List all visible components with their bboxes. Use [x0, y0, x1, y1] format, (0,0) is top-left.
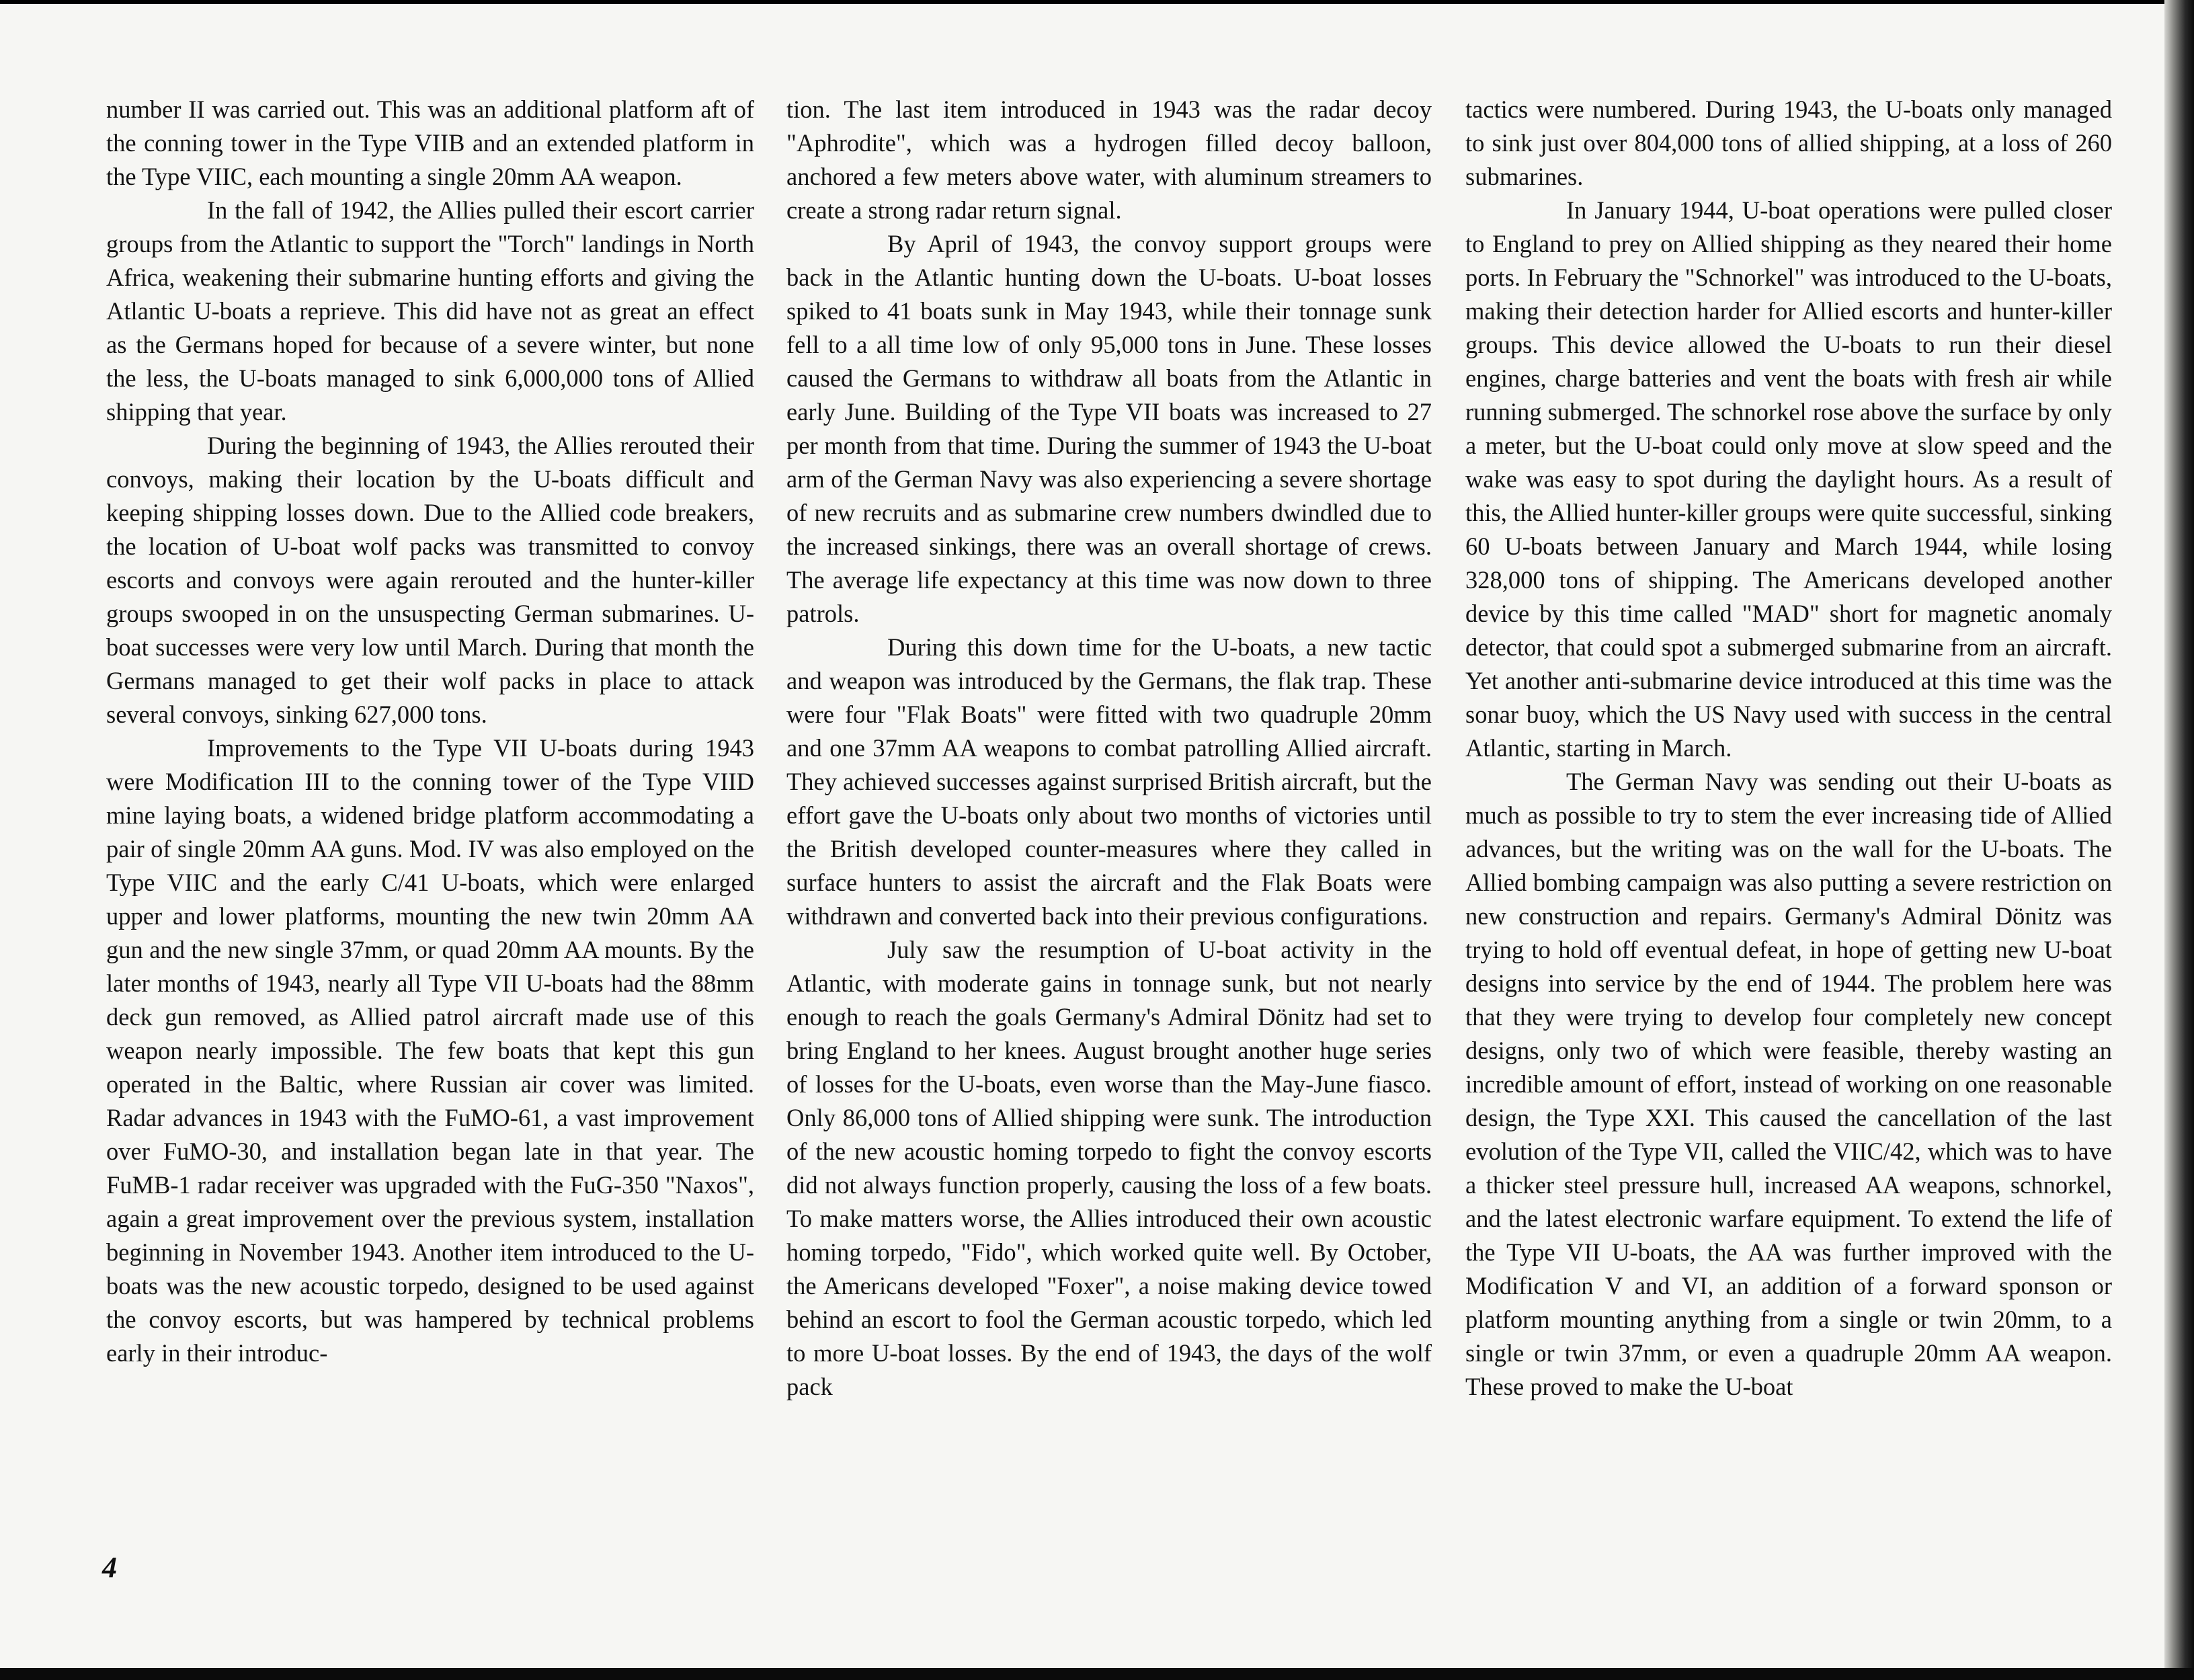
paragraph: In the fall of 1942, the Allies pulled their escort carrier groups from the Atlantic to support the "Torch" landings in North Africa, weakening their submarine hunting efforts and giving the Atlantic U-boats a reprieve. This did have not as great an effect as the Germans hoped for because of a severe winter, but none the less, the U-boats managed to sink 6,000,000 tons of Allied shipping that year.: [106, 196, 754, 426]
paragraph: tion. The last item introduced in 1943 was the radar decoy "Aphrodite", which was a hydrogen filled decoy balloon, anchored a few meters above water, with aluminum streamers to create a strong radar return signal.: [786, 95, 1432, 224]
text-column-left: [106, 93, 754, 1370]
scan-bottom-edge: [0, 1668, 2194, 1680]
paragraph: Improvements to the Type VII U-boats during 1943 were Modification III to the conning tower of the Type VIID mine laying boats, a widened bridge platform accommodating a pair of single 20mm AA guns. Mod. IV was also employed on the Type VIIC and the early C/41 U-boats, which were enlarged upper and lower platforms, mounting the new twin 20mm AA gun and the new single 37mm, or quad 20mm AA mounts. By the later months of 1943, nearly all Type VII U-boats had the 88mm deck gun removed, as Allied patrol aircraft made use of this weapon nearly impossible. The few boats that kept this gun operated in the Baltic, where Russian air cover was limited. Radar advances in 1943 with the FuMO-61, a vast improvement over FuMO-30, and installation began late in that year. The FuMB-1 radar receiver was upgraded with the FuG-350 "Naxos", again a great improvement over the previous system, installation beginning in November 1943. Another item introduced to the U-boats was the new acoustic torpedo, designed to be used against the convoy escorts, but was hampered by technical problems early in their introduc-: [106, 734, 754, 1367]
paragraph: The German Navy was sending out their U-boats as much as possible to try to stem the ever increasing tide of Allied advances, but the writing was on the wall for the U-boats. The Allied bombing campaign was also putting a severe restriction on new construction and repairs. Germany's Admiral Dönitz was trying to hold off eventual defeat, in hope of getting new U-boat designs into service by the end of 1944. The problem here was that they were trying to develop four completely new concept designs, only two of which were feasible, thereby wasting an incredible amount of effort, instead of working on one reasonable design, the Type XXI. This caused the cancellation of the last evolution of the Type VII, called the VIIC/42, which was to have a thicker steel pressure hull, increased AA weapons, schnorkel, and the latest electronic warfare equipment. To extend the life of the Type VII U-boats, the AA was further improved with the Modification V and VI, an addition of a forward sponson or platform mounting anything from a single or twin 20mm, to a single or twin 37mm, or even a quadruple 20mm AA weapon. These proved to make the U-boat: [1465, 768, 2112, 1400]
text-column-right: [1465, 93, 2112, 1404]
paragraph: number II was carried out. This was an additional platform aft of the conning tower in the Type VIIB and an extended platform in the Type VIIC, each mounting a single 20mm AA weapon.: [106, 95, 754, 190]
paragraph: By April of 1943, the convoy support groups were back in the Atlantic hunting down the U-boats. U-boat losses spiked to 41 boats sunk in May 1943, while their tonnage sunk fell to a all time low of only 95,000 tons in June. These losses caused the Germans to withdraw all boats from the Atlantic in early June. Building of the Type VII boats was increased to 27 per month from that time. During the summer of 1943 the U-boat arm of the German Navy was also experiencing a severe shortage of new recruits and as submarine crew numbers dwindled due to the increased sinkings, there was an overall shortage of crews. The average life expectancy at this time was now down to three patrols.: [786, 230, 1432, 627]
paragraph: tactics were numbered. During 1943, the U-boats only managed to sink just over 804,000 tons of allied shipping, at a loss of 260 submarines.: [1465, 95, 2112, 190]
paragraph: During this down time for the U-boats, a new tactic and weapon was introduced by the Germans, the flak trap. These were four "Flak Boats" were fitted with two quadruple 20mm and one 37mm AA weapons to combat patrolling Allied aircraft. They achieved successes against surprised British aircraft, but the effort gave the U-boats only about two months of victories until the British developed counter-measures where they called in surface hunters to assist the aircraft and the Flak Boats were withdrawn and converted back into their previous configurations.: [786, 633, 1432, 930]
text-column-middle: [786, 93, 1432, 1404]
page-number: 4: [102, 1551, 117, 1584]
book-spine-shadow: [2164, 0, 2194, 1680]
paragraph: July saw the resumption of U-boat activity in the Atlantic, with moderate gains in tonnage sunk, but not nearly enough to reach the goals Germany's Admiral Dönitz had set to bring England to her knees. August brought another huge series of losses for the U-boats, even worse than the May-June fiasco. Only 86,000 tons of Allied shipping were sunk. The introduction of the new acoustic homing torpedo to fight the convoy escorts did not always function properly, causing the loss of a few boats. To make matters worse, the Allies introduced their own acoustic homing torpedo, "Fido", which worked quite well. By October, the Americans developed "Foxer", a noise making device towed behind an escort to fool the German acoustic torpedo, which led to more U-boat losses. By the end of 1943, the days of the wolf pack: [786, 936, 1432, 1400]
paragraph: During the beginning of 1943, the Allies rerouted their convoys, making their location by the U-boats difficult and keeping shipping losses down. Due to the Allied code breakers, the location of U-boat wolf packs was transmitted to convoy escorts and convoys were again rerouted and the hunter-killer groups swooped in on the unsuspecting German submarines. U-boat successes were very low until March. During that month the Germans managed to get their wolf packs in place to attack several convoys, sinking 627,000 tons.: [106, 432, 754, 728]
paragraph: In January 1944, U-boat operations were pulled closer to England to prey on Allied shipping as they neared their home ports. In February the "Schnorkel" was introduced to the U-boats, making their detection harder for Allied escorts and hunter-killer groups. This device allowed the U-boats to run their diesel engines, charge batteries and vent the boats with fresh air while running submerged. The schnorkel rose above the surface by only a meter, but the U-boat could only move at slow speed and the wake was easy to spot during the daylight hours. As a result of this, the Allied hunter-killer groups were quite successful, sinking 60 U-boats between January and March 1944, while losing 328,000 tons of shipping. The Americans developed another device by this time called "MAD" short for magnetic anomaly detector, that could spot a submerged submarine from an aircraft. Yet another anti-submarine device introduced at this time was the sonar buoy, which the US Navy used with success in the central Atlantic, starting in March.: [1465, 196, 2112, 762]
book-page: [0, 4, 2164, 1669]
